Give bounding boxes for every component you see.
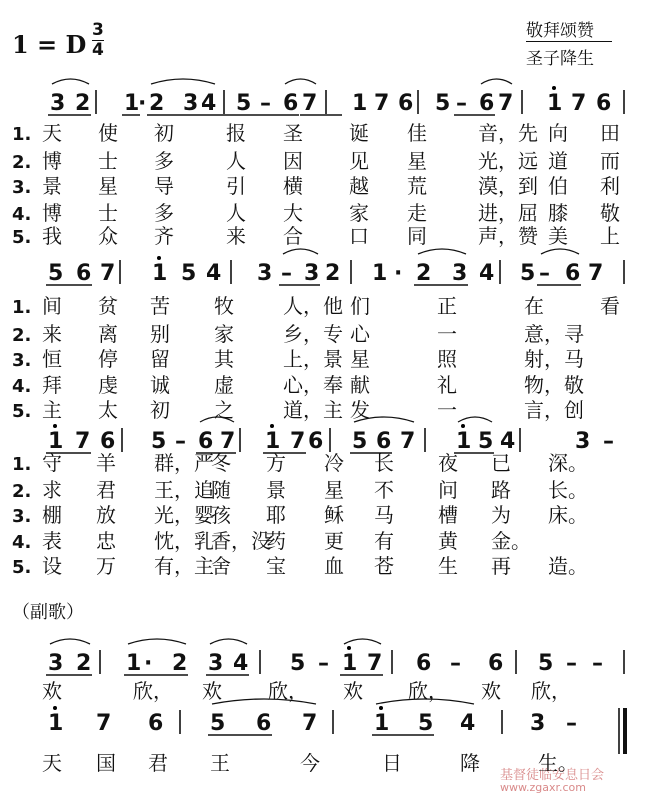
lyric: 多 [154, 149, 174, 173]
note: 1 [456, 429, 472, 454]
lyric: 向 [548, 121, 568, 145]
lyric: 一 [437, 398, 457, 422]
lyric: 国 [96, 751, 116, 775]
lyric: 人 [226, 201, 246, 225]
lyric: 为 [491, 503, 511, 527]
verse-number: 3. [12, 350, 32, 371]
lyric: 圣 [283, 121, 303, 145]
slur [151, 79, 215, 84]
lyric: 停 [98, 347, 118, 371]
lyric: 宝 [266, 554, 286, 578]
lyric: 离 [98, 322, 118, 346]
lyric: 音，先 [478, 121, 538, 145]
lyric: 越 [349, 174, 369, 198]
lyric: 口 [349, 224, 369, 248]
final-barline-thick [623, 708, 627, 754]
lyric: 牧 [214, 294, 234, 318]
note: 1 [547, 91, 563, 116]
note: – [450, 651, 461, 676]
note: – [260, 91, 271, 116]
note: 7 [571, 91, 587, 116]
note: 4 [460, 711, 476, 736]
lyric: 之 [214, 398, 234, 422]
lyric: 心 [350, 322, 370, 346]
note: 1 [48, 711, 64, 736]
verse-number: 2. [12, 325, 32, 346]
lyric: 膝 [548, 201, 568, 225]
lyric: 诚 [150, 373, 170, 397]
lyric: 博 [42, 149, 62, 173]
lyric: 照 [437, 347, 457, 371]
lyric: 走 [407, 201, 427, 225]
note: · [394, 261, 403, 286]
lyric: 心，奉 [283, 373, 343, 397]
lyric: 生。 [538, 751, 578, 775]
lyric: 初 [150, 398, 170, 422]
note: 5 [538, 651, 554, 676]
note: 6 [416, 651, 432, 676]
lyric: 苦 [150, 294, 170, 318]
lyric: 士 [98, 201, 118, 225]
note: 7 [290, 429, 306, 454]
lyric: 道，主 [283, 398, 343, 422]
lyric: 耶 [266, 503, 286, 527]
note: 2 [416, 261, 432, 286]
lyric: 降 [460, 751, 480, 775]
lyric: 贫 [98, 294, 118, 318]
title-line-1: 敬拜颂赞 [526, 21, 594, 41]
note: 6 [488, 651, 504, 676]
lyric: 田 [600, 121, 620, 145]
lyric: 药 [266, 529, 286, 553]
verse-number: 1. [12, 124, 32, 145]
lyric: 日 [382, 751, 402, 775]
lyric: 生 [438, 554, 458, 578]
lyric: 们 [350, 294, 370, 318]
lyric: 拜 [42, 373, 62, 397]
lyric: 使 [98, 121, 118, 145]
note: 7 [498, 91, 514, 116]
note: 2 [75, 91, 91, 116]
lyric: 欣， [268, 679, 308, 703]
lyric: 道 [548, 149, 568, 173]
note: 6 [565, 261, 581, 286]
lyric: 而 [600, 149, 620, 173]
note: 1 [352, 91, 368, 116]
note: – [566, 651, 577, 676]
lyric: 齐 [154, 224, 174, 248]
lyric: 我 [42, 224, 62, 248]
note: 5 [478, 429, 494, 454]
lyric: 星 [407, 149, 427, 173]
lyric: 景 [266, 478, 286, 502]
lyric: 星 [98, 174, 118, 198]
note: 5 [418, 711, 434, 736]
lyric: 进，屈 [478, 201, 538, 225]
slur [344, 639, 381, 644]
lyric: 表 [42, 529, 62, 553]
verse-number: 2. [12, 152, 32, 173]
verse-number: 5. [12, 227, 32, 248]
verse-number: 5. [12, 401, 32, 422]
lyric: 大 [283, 201, 303, 225]
lyric: 冬 [211, 451, 231, 475]
lyric: 家 [214, 322, 234, 346]
lyric: 香，没 [211, 529, 271, 553]
note: 2 [149, 91, 165, 116]
lyric: 稣 [324, 503, 344, 527]
octave-dot [53, 706, 57, 710]
note: 6 [148, 711, 164, 736]
verse-number: 2. [12, 481, 32, 502]
slur [481, 79, 512, 84]
note: 5 [151, 429, 167, 454]
note: 1 [124, 91, 140, 116]
lyric: 欢 [481, 679, 501, 703]
lyric: 问 [438, 478, 458, 502]
note: 6 [596, 91, 612, 116]
lyric: 众 [98, 224, 118, 248]
slur [541, 249, 579, 254]
lyric: 不 [374, 478, 394, 502]
lyric: 同 [407, 224, 427, 248]
lyric: 欣， [133, 679, 173, 703]
time-signature-bottom: 4 [92, 40, 104, 60]
lyric: 言，创 [524, 398, 584, 422]
note: 4 [201, 91, 217, 116]
lyric: 欣， [531, 679, 571, 703]
lyric: 太 [98, 398, 118, 422]
lyric: 报 [226, 121, 246, 145]
lyric: 星 [324, 478, 344, 502]
verse-number: 4. [12, 532, 32, 553]
note: 7 [96, 711, 112, 736]
octave-dot [270, 424, 274, 428]
lyric: 敬 [600, 201, 620, 225]
note: – [566, 711, 577, 736]
lyric: 初 [154, 121, 174, 145]
lyric: 床。 [548, 503, 588, 527]
lyric: 士 [98, 149, 118, 173]
note: 3 [50, 91, 66, 116]
lyric: 博 [42, 201, 62, 225]
lyric: 方 [266, 451, 286, 475]
lyric: 见 [349, 149, 369, 173]
time-signature-top: 3 [92, 20, 104, 40]
note: 1 [265, 429, 281, 454]
lyric: 欣， [408, 679, 448, 703]
note: 1 [374, 711, 390, 736]
lyric: 荒 [407, 174, 427, 198]
note: 1 [126, 651, 142, 676]
lyric: 光，远 [478, 149, 538, 173]
lyric: 欢 [343, 679, 363, 703]
note: 7 [302, 711, 318, 736]
lyric: 今 [300, 751, 320, 775]
lyric: 夜 [438, 451, 458, 475]
lyric: 恒 [42, 347, 62, 371]
lyric: 礼 [437, 373, 457, 397]
note: · [138, 91, 147, 116]
note: 3 [304, 261, 320, 286]
title-line-2: 圣子降生 [526, 49, 594, 69]
chorus-label: （副歌） [12, 602, 84, 623]
note: 5 [435, 91, 451, 116]
lyric: 随 [211, 478, 231, 502]
lyric: 留 [150, 347, 170, 371]
lyric: 天 [42, 751, 62, 775]
lyric: 导 [154, 174, 174, 198]
note: 5 [352, 429, 368, 454]
lyric: 利 [600, 174, 620, 198]
note: 7 [588, 261, 604, 286]
note: – [281, 261, 292, 286]
lyric: 景 [42, 174, 62, 198]
lyric: 忠 [96, 529, 116, 553]
lyric: 君 [148, 751, 168, 775]
octave-dot [461, 424, 465, 428]
note: 6 [283, 91, 299, 116]
lyric: 声，赞 [478, 224, 538, 248]
lyric: 长。 [548, 478, 588, 502]
verse-number: 4. [12, 204, 32, 225]
verse-number: 5. [12, 557, 32, 578]
lyric: 乡，专 [283, 322, 343, 346]
note: 4 [233, 651, 249, 676]
note: 4 [479, 261, 495, 286]
lyric: 设 [42, 554, 62, 578]
note: 7 [220, 429, 236, 454]
octave-dot [53, 424, 57, 428]
lyric: 王 [210, 751, 230, 775]
lyric: 长 [374, 451, 394, 475]
lyric: 意，寻 [524, 322, 584, 346]
lyric: 物，敬 [524, 373, 584, 397]
lyric: 因 [283, 149, 303, 173]
note: 3 [530, 711, 546, 736]
note: 7 [75, 429, 91, 454]
lyric: 虚 [214, 373, 234, 397]
lyric: 一 [437, 322, 457, 346]
note: 7 [367, 651, 383, 676]
lyric: 上，景 [283, 347, 343, 371]
lyric: 守 [42, 451, 62, 475]
lyric: 造。 [548, 554, 588, 578]
note: 6 [376, 429, 392, 454]
note: 5 [210, 711, 226, 736]
lyric: 羊 [96, 451, 116, 475]
octave-dot [347, 646, 351, 650]
lyric: 孩 [211, 503, 231, 527]
note: 3 [208, 651, 224, 676]
lyric: 主 [42, 398, 62, 422]
note: 6 [398, 91, 414, 116]
lyric: 冷 [324, 451, 344, 475]
lyric: 槽 [438, 503, 458, 527]
note: 5 [48, 261, 64, 286]
lyric: 王，追 [154, 478, 214, 502]
lyric: 诞 [349, 121, 369, 145]
note: 6 [256, 711, 272, 736]
lyric: 欢 [42, 679, 62, 703]
note: 6 [198, 429, 214, 454]
note: 3 [452, 261, 468, 286]
note: 1 [152, 261, 168, 286]
verse-number: 3. [12, 177, 32, 198]
lyric: 再 [491, 554, 511, 578]
lyric: 群，严 [154, 451, 214, 475]
slur [285, 79, 316, 84]
lyric: 舍 [211, 554, 231, 578]
slur [52, 79, 89, 84]
lyric: 间 [42, 294, 62, 318]
slur [128, 639, 186, 644]
note: 1 [342, 651, 358, 676]
lyric: 深。 [548, 451, 588, 475]
verse-number: 4. [12, 376, 32, 397]
lyric: 血 [324, 554, 344, 578]
lyric: 来 [42, 322, 62, 346]
note: – [318, 651, 329, 676]
lyric: 多 [154, 201, 174, 225]
note: 2 [172, 651, 188, 676]
octave-dot [552, 86, 556, 90]
note: · [144, 651, 153, 676]
octave-dot [379, 706, 383, 710]
lyric: 横 [283, 174, 303, 198]
note: 6 [308, 429, 324, 454]
note: 7 [400, 429, 416, 454]
lyric: 来 [226, 224, 246, 248]
note: 3 [257, 261, 273, 286]
lyric: 光，婴 [154, 503, 214, 527]
lyric: 金。 [491, 529, 531, 553]
verse-number: 3. [12, 506, 32, 527]
lyric: 已 [491, 451, 511, 475]
lyric: 更 [324, 529, 344, 553]
octave-dot [157, 256, 161, 260]
verse-number: 1. [12, 297, 32, 318]
lyric: 有，主 [154, 554, 214, 578]
slur [210, 639, 247, 644]
lyric: 星 [350, 347, 370, 371]
note: 3 [575, 429, 591, 454]
lyric: 君 [96, 478, 116, 502]
verse-number: 1. [12, 454, 32, 475]
lyric: 黄 [438, 529, 458, 553]
lyric: 有 [374, 529, 394, 553]
lyric: 天 [42, 121, 62, 145]
lyric: 棚 [42, 503, 62, 527]
note: 6 [76, 261, 92, 286]
lyric: 其 [214, 347, 234, 371]
note: 7 [302, 91, 318, 116]
lyric: 在 [524, 294, 544, 318]
lyric: 人，他 [283, 294, 343, 318]
lyric: 欢 [202, 679, 222, 703]
note: 5 [290, 651, 306, 676]
lyric: 看 [600, 294, 620, 318]
note: 7 [374, 91, 390, 116]
note: 1 [372, 261, 388, 286]
note: – [592, 651, 603, 676]
note: 5 [520, 261, 536, 286]
note: – [456, 91, 467, 116]
lyric: 上 [600, 224, 620, 248]
note: 4 [500, 429, 516, 454]
lyric: 引 [226, 174, 246, 198]
note: 6 [100, 429, 116, 454]
lyric: 美 [548, 224, 568, 248]
lyric: 人 [226, 149, 246, 173]
lyric: 虔 [98, 373, 118, 397]
note: 2 [325, 261, 341, 286]
lyric: 家 [349, 201, 369, 225]
note: 3 [183, 91, 199, 116]
note: 2 [76, 651, 92, 676]
lyric: 忱，乳 [154, 529, 214, 553]
lyric: 万 [96, 554, 116, 578]
lyric: 发 [350, 398, 370, 422]
note: 4 [206, 261, 222, 286]
lyric: 正 [437, 294, 457, 318]
lyric: 佳 [407, 121, 427, 145]
lyric: 马 [374, 503, 394, 527]
lyric: 献 [350, 373, 370, 397]
note: 3 [48, 651, 64, 676]
slur [458, 417, 492, 422]
slur [418, 249, 466, 254]
lyric: 合 [283, 224, 303, 248]
watermark-url: www.zgaxr.com [500, 781, 586, 794]
slur [50, 639, 90, 644]
lyric: 射，马 [524, 347, 584, 371]
lyric: 求 [42, 478, 62, 502]
lyric: 伯 [548, 174, 568, 198]
slur [283, 249, 318, 254]
note: 5 [236, 91, 252, 116]
key-signature: 1 = D [12, 30, 87, 59]
note: – [603, 429, 614, 454]
lyric: 路 [491, 478, 511, 502]
note: 1 [48, 429, 64, 454]
note: – [539, 261, 550, 286]
lyric: 漠，到 [478, 174, 538, 198]
lyric: 苍 [374, 554, 394, 578]
note: 7 [100, 261, 116, 286]
note: 6 [479, 91, 495, 116]
note: 5 [181, 261, 197, 286]
note: – [175, 429, 186, 454]
lyric: 放 [96, 503, 116, 527]
lyric: 别 [150, 322, 170, 346]
watermark-text: 基督徒临安息日会 [500, 768, 605, 783]
